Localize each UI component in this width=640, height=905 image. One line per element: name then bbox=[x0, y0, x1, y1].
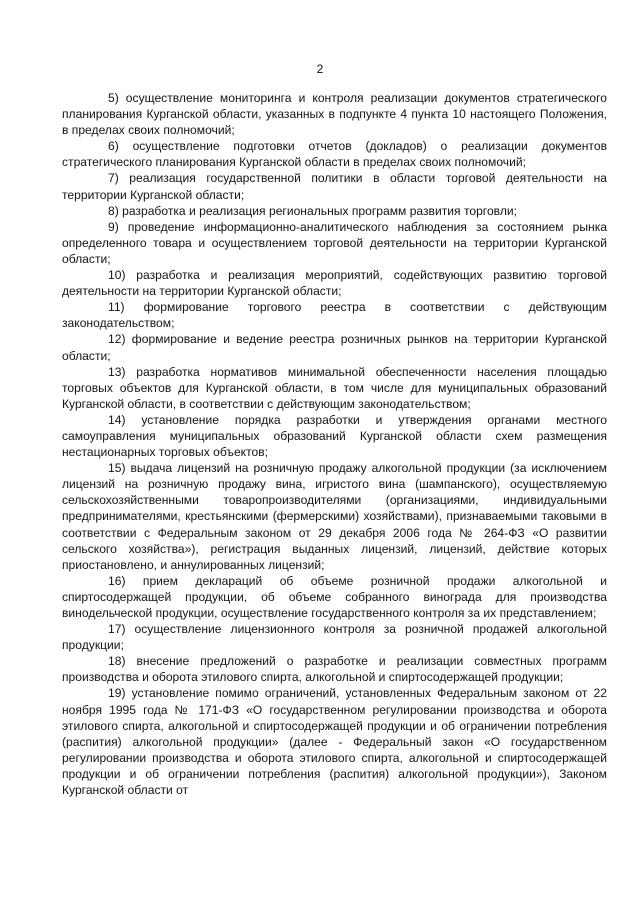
list-item: 10) разработка и реализация мероприятий, содействующих развитию торговой деятельности на территории Курганской области; bbox=[62, 268, 607, 299]
list-item: 13) разработка нормативов минимальной обеспеченности населения площадью торговых объектов для Курганской области, в том числе для муниципальных образований Курганской области, в соответствии с действующим законодательством; bbox=[62, 364, 607, 411]
list-item: 8) разработка и реализация региональных программ развития торговли; bbox=[108, 203, 517, 218]
list-item: 12) формирование и ведение реестра розничных рынков на территории Курганской области; bbox=[62, 332, 607, 363]
list-item: 9) проведение информационно-аналитического наблюдения за состоянием рынка определенного товара и осуществлением торговой деятельности на территории Курганской области; bbox=[62, 219, 607, 266]
list-item: 11) формирование торгового реестра в соответствии с действующим законодательством; bbox=[62, 300, 607, 331]
list-item: 6) осуществление подготовки отчетов (докладов) о реализации документов стратегического планирования Курганской области в пределах своих полномочий; bbox=[62, 139, 607, 170]
document-body bbox=[62, 90, 607, 798]
list-item: 18) внесение предложений о разработке и реализации совместных программ производства и оборота этилового спирта, алкогольной и спиртосодержащей продукции; bbox=[62, 654, 607, 685]
list-item: 17) осуществление лицензионного контроля за розничной продажей алкогольной продукции; bbox=[62, 622, 607, 653]
list-item: 14) установление порядка разработки и утверждения органами местного самоуправления муниципальных образований Курганской области схем размещения нестационарных торговых объектов; bbox=[62, 412, 607, 460]
list-item: 19) установление помимо ограничений, установленных Федеральным законом от 22 ноября 1995 года № 171-ФЗ «О государственном регулировании производства и оборота этилового спирта, алкогольной и спиртосодержащей продукции и об ограничении потребления (распития) алкогольной продукции» (далее - Федеральный закон «О государственном регулировании производства и оборота этилового спирта, алкогольной и спиртосодержащей продукции и об ограничении потребления (распития) алкогольной продукции»), Законом Курганской области от bbox=[62, 686, 607, 798]
list-item: 16) прием деклараций об объеме розничной продажи алкогольной и спиртосодержащей продукции, об объеме собранного винограда для производства винодельческой продукции, осуществление государственного контроля за их представлением; bbox=[62, 573, 607, 620]
page-number: 2 bbox=[316, 62, 324, 76]
list-item: 15) выдача лицензий на розничную продажу алкогольной продукции (за исключением лицензий на розничную продажу вина, игристого вина (шампанского), осуществляемую сельскохозяйственными товаропроизводителями (организациями, индивидуальными предпринимателями, крестьянскими (фермерскими) хозяйствами), признаваемыми таковыми в соответствии с Федеральным законом от 29 декабря 2006 года № 264-ФЗ «О развитии сельского хозяйства»), регистрация выданных лицензий, лицензий, действие которых приостановлено, и аннулированных лицензий; bbox=[62, 461, 607, 572]
list-item: 7) реализация государственной политики в области торговой деятельности на территории Курганской области; bbox=[62, 171, 607, 202]
list-item: 5) осуществление мониторинга и контроля реализации документов стратегического планирования Курганской области, указанных в подпункте 4 пункта 10 настоящего Положения, в пределах своих полномочий; bbox=[62, 91, 607, 138]
